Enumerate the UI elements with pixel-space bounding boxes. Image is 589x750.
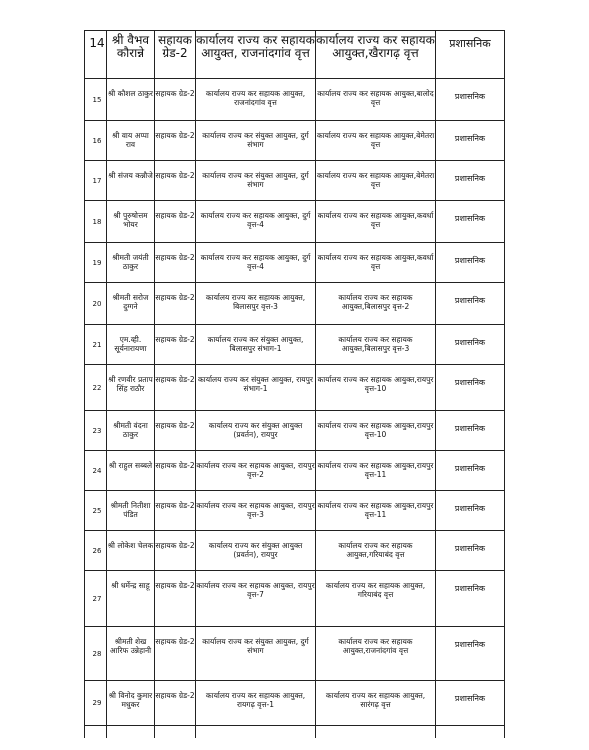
serial-number: 23: [85, 411, 107, 451]
table-row-header: [85, 31, 505, 79]
new-office: कार्यालय राज्य कर सहायक आयुक्त,कवर्धा वृत्त: [316, 243, 436, 283]
employee-post: सहायक ग्रेड-2: [155, 365, 196, 411]
transfer-remark: प्रशासनिक: [436, 627, 505, 681]
current-office: कार्यालय राज्य कर सहायक आयुक्त, रायपुर वृत्त-3: [196, 491, 316, 531]
current-office: कार्यालय राज्य कर सहायक आयुक्त, दुर्ग वृत्त-4: [196, 243, 316, 283]
current-office: कार्यालय राज्य कर संयुक्त आयुक्त, दुर्ग संभाग: [196, 161, 316, 201]
employee-post: सहायक ग्रेड-2: [155, 571, 196, 627]
employee-post: सहायक ग्रेड-2: [155, 627, 196, 681]
current-office: कार्यालय राज्य कर संयुक्त आयुक्त, दुर्ग संभाग: [196, 121, 316, 161]
employee-name: श्रीमती वंदना ठाकुर: [107, 411, 155, 451]
current-office: कार्यालय राज्य कर सहायक आयुक्त, दुर्ग वृत्त-4: [196, 201, 316, 243]
serial-number: 20: [85, 283, 107, 325]
table-row: [85, 571, 505, 627]
new-office: कार्यालय राज्य कर सहायक आयुक्त, गरियाबंद वृत्त: [316, 571, 436, 627]
serial-number: 27: [85, 571, 107, 627]
transfer-remark: प्रशासनिक: [436, 243, 505, 283]
empty-cell: [107, 726, 155, 738]
table-row: [85, 491, 505, 531]
new-office: कार्यालय राज्य कर सहायक आयुक्त,रायपुर वृत्त-11: [316, 451, 436, 491]
empty-cell: [316, 726, 436, 738]
transfer-remark: प्रशासनिक: [436, 161, 505, 201]
employee-post: सहायक ग्रेड-2: [155, 283, 196, 325]
transfer-remark: प्रशासनिक: [436, 121, 505, 161]
transfer-remark: प्रशासनिक: [436, 201, 505, 243]
employee-name: श्री कौशल ठाकुर: [107, 79, 155, 121]
employee-post: सहायक ग्रेड-2: [155, 531, 196, 571]
transfer-remark: प्रशासनिक: [436, 79, 505, 121]
serial-number: 21: [85, 325, 107, 365]
table-row: [85, 201, 505, 243]
transfer-remark: प्रशासनिक: [436, 325, 505, 365]
employee-post: सहायक ग्रेड-2: [155, 31, 196, 79]
new-office: कार्यालय राज्य कर सहायक आयुक्त,कवर्धा वृत्त: [316, 201, 436, 243]
empty-cell: [155, 726, 196, 738]
employee-name: श्री वैभव कौरान्ने: [107, 31, 155, 79]
employee-name: श्रीमती सरोज दुग्गने: [107, 283, 155, 325]
table-row: [85, 243, 505, 283]
serial-number: 19: [85, 243, 107, 283]
transfer-remark: प्रशासनिक: [436, 283, 505, 325]
employee-name: श्री संजय कन्नौजे: [107, 161, 155, 201]
serial-number: 22: [85, 365, 107, 411]
employee-post: सहायक ग्रेड-2: [155, 161, 196, 201]
serial-number: 14: [85, 31, 107, 79]
serial-number: 28: [85, 627, 107, 681]
current-office: कार्यालय राज्य कर सहायक आयुक्त, रायगढ़ वृत्त-1: [196, 681, 316, 726]
employee-name: श्री विनोद कुमार मधुकर: [107, 681, 155, 726]
employee-post: सहायक ग्रेड-2: [155, 243, 196, 283]
empty-cell: [85, 726, 107, 738]
table-row: [85, 627, 505, 681]
transfer-remark: प्रशासनिक: [436, 411, 505, 451]
employee-name: श्री राहुल सब्बले: [107, 451, 155, 491]
employee-post: सहायक ग्रेड-2: [155, 79, 196, 121]
serial-number: 17: [85, 161, 107, 201]
transfer-remark: प्रशासनिक: [436, 31, 505, 79]
current-office: कार्यालय राज्य कर सहायक आयुक्त, राजनांदगांव वृत्त: [196, 31, 316, 79]
empty-cell: [436, 726, 505, 738]
transfer-remark: प्रशासनिक: [436, 451, 505, 491]
employee-post: सहायक ग्रेड-2: [155, 491, 196, 531]
table-row: [85, 121, 505, 161]
employee-name: एम.व्ही. सूर्यनारायणा: [107, 325, 155, 365]
table-row: [85, 325, 505, 365]
table-row: [85, 161, 505, 201]
transfer-remark: प्रशासनिक: [436, 365, 505, 411]
new-office: कार्यालय राज्य कर सहायक आयुक्त,रायपुर वृत्त-11: [316, 491, 436, 531]
new-office: कार्यालय राज्य कर सहायक आयुक्त, सारंगढ़ वृत्त: [316, 681, 436, 726]
new-office: कार्यालय राज्य कर सहायक आयुक्त,बेमेतरा वृत्त: [316, 161, 436, 201]
serial-number: 25: [85, 491, 107, 531]
employee-post: सहायक ग्रेड-2: [155, 451, 196, 491]
current-office: कार्यालय राज्य कर संयुक्त आयुक्त, दुर्ग संभाग: [196, 627, 316, 681]
new-office: कार्यालय राज्य कर सहायक आयुक्त,खैरागढ़ वृत्त: [316, 31, 436, 79]
new-office: कार्यालय राज्य कर सहायक आयुक्त,रायपुर वृत्त-10: [316, 365, 436, 411]
employee-name: श्री रणवीर प्रताप सिंह राठौर: [107, 365, 155, 411]
empty-cell: [196, 726, 316, 738]
employee-name: श्री वाय अप्पा राव: [107, 121, 155, 161]
current-office: कार्यालय राज्य कर संयुक्त आयुक्त (प्रवर्तन), रायपुर: [196, 531, 316, 571]
employee-name: श्री पुरुषोत्तम भोयर: [107, 201, 155, 243]
transfer-remark: प्रशासनिक: [436, 681, 505, 726]
table-row: [85, 451, 505, 491]
new-office: कार्यालय राज्य कर सहायक आयुक्त,बेमेतरा वृत्त: [316, 121, 436, 161]
table-row: [85, 411, 505, 451]
employee-post: सहायक ग्रेड-2: [155, 411, 196, 451]
employee-post: सहायक ग्रेड-2: [155, 201, 196, 243]
new-office: कार्यालय राज्य कर सहायक आयुक्त,बिलासपुर वृत्त-2: [316, 283, 436, 325]
transfer-table: [84, 30, 505, 738]
table-row: [85, 681, 505, 726]
employee-post: सहायक ग्रेड-2: [155, 681, 196, 726]
employee-post: सहायक ग्रेड-2: [155, 325, 196, 365]
new-office: कार्यालय राज्य कर सहायक आयुक्त,गरियाबंद वृत्त: [316, 531, 436, 571]
employee-name: श्री धर्मेन्द्र साहू: [107, 571, 155, 627]
transfer-remark: प्रशासनिक: [436, 531, 505, 571]
transfer-remark: प्रशासनिक: [436, 491, 505, 531]
employee-name: श्रीमती नितीशा पंडित: [107, 491, 155, 531]
current-office: कार्यालय राज्य कर संयुक्त आयुक्त, बिलासपुर संभाग-1: [196, 325, 316, 365]
serial-number: 16: [85, 121, 107, 161]
employee-name: श्रीमती शेख आरिफ उन्नेहानी: [107, 627, 155, 681]
new-office: कार्यालय राज्य कर सहायक आयुक्त,रायपुर वृत्त-10: [316, 411, 436, 451]
serial-number: 18: [85, 201, 107, 243]
new-office: कार्यालय राज्य कर सहायक आयुक्त,बालोद वृत्त: [316, 79, 436, 121]
table-row: [85, 79, 505, 121]
current-office: कार्यालय राज्य कर सहायक आयुक्त, बिलासपुर वृत्त-3: [196, 283, 316, 325]
employee-name: श्रीमती जयंती ठाकुर: [107, 243, 155, 283]
table-row: [85, 531, 505, 571]
serial-number: 15: [85, 79, 107, 121]
current-office: कार्यालय राज्य कर सहायक आयुक्त, रायपुर वृत्त-2: [196, 451, 316, 491]
table-row: [85, 365, 505, 411]
current-office: कार्यालय राज्य कर सहायक आयुक्त, राजनांदगांव वृत्त: [196, 79, 316, 121]
serial-number: 29: [85, 681, 107, 726]
serial-number: 24: [85, 451, 107, 491]
table-row-continuation: [85, 726, 505, 738]
table-row: [85, 283, 505, 325]
employee-name: श्री लोकेश चेलक: [107, 531, 155, 571]
employee-post: सहायक ग्रेड-2: [155, 121, 196, 161]
new-office: कार्यालय राज्य कर सहायक आयुक्त,बिलासपुर वृत्त-3: [316, 325, 436, 365]
current-office: कार्यालय राज्य कर संयुक्त आयुक्त (प्रवर्तन), रायपुर: [196, 411, 316, 451]
current-office: कार्यालय राज्य कर सहायक आयुक्त, रायपुर वृत्त-7: [196, 571, 316, 627]
serial-number: 26: [85, 531, 107, 571]
current-office: कार्यालय राज्य कर संयुक्त आयुक्त, रायपुर संभाग-1: [196, 365, 316, 411]
transfer-remark: प्रशासनिक: [436, 571, 505, 627]
new-office: कार्यालय राज्य कर सहायक आयुक्त,राजनांदगांव वृत्त: [316, 627, 436, 681]
